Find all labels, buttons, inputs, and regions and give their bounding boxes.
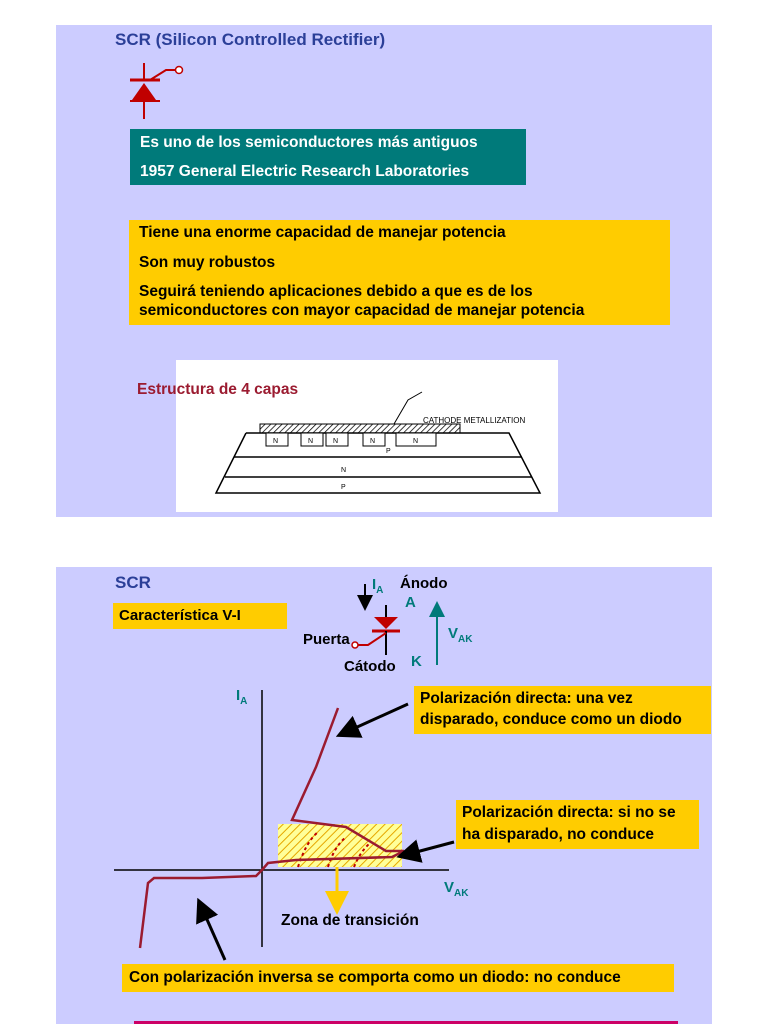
symbol-voltage-label: $V_{AK}$ (448, 625, 473, 645)
p-layer-label: P (341, 484, 346, 491)
p-base-label: P (386, 448, 391, 455)
vi-characteristic-text: Característica V-I (119, 607, 241, 624)
callout-reverse (122, 964, 674, 992)
slide-1-title: SCR (Silicon Controlled Rectifier) (115, 30, 386, 49)
n-region-label: N (273, 438, 279, 445)
transition-zone-label: Zona de transición (281, 912, 419, 929)
callout-forward-triggered-line-1: Polarización directa: una vez (420, 690, 633, 707)
n-region-label: N (413, 438, 419, 445)
four-layer-structure-diagram (176, 360, 558, 512)
features-box (129, 220, 670, 325)
feature-line-4: semiconductores con mayor capacidad de manejar potencia (139, 302, 585, 319)
history-line-1: Es uno de los semiconductores más antiguos (140, 134, 478, 151)
n-region-label: N (308, 438, 314, 445)
anode-label: Ánodo (400, 575, 448, 592)
feature-line-3: Seguirá teniendo aplicaciones debido a que es de los (139, 283, 533, 300)
callout-forward-triggered (414, 686, 711, 734)
n-region-label: N (333, 438, 339, 445)
symbol-current-label: $I_A$ (372, 576, 384, 596)
slide-2 (56, 567, 712, 1024)
history-line-2: 1957 General Electric Research Laboratories (140, 163, 470, 180)
callout-forward-not-triggered (456, 800, 699, 849)
cathode-label: Cátodo (344, 658, 396, 675)
slide-1 (56, 25, 712, 517)
structure-label: Estructura de 4 capas (137, 381, 299, 398)
cathode-letter: K (411, 653, 422, 670)
callout-forward-triggered-line-2: disparado, conduce como un diodo (420, 711, 682, 728)
callout-forward-not-triggered-line-2: ha disparado, no conduce (462, 826, 655, 843)
n-region-label: N (370, 438, 376, 445)
feature-line-1: Tiene una enorme capacidad de manejar potencia (139, 224, 506, 241)
structure-panel (137, 360, 558, 512)
cathode-metallization-label: CATHODE METALLIZATION (423, 416, 526, 425)
history-box (130, 129, 526, 185)
y-axis-label: $I_A$ (236, 687, 248, 707)
feature-line-2: Son muy robustos (139, 254, 276, 271)
scr-vi-graphic (56, 567, 712, 1024)
slide-2-title: SCR (115, 573, 151, 592)
n-layer-label: N (341, 467, 347, 474)
gate-label: Puerta (303, 631, 350, 648)
callout-forward-not-triggered-line-1: Polarización directa: si no se (462, 804, 676, 821)
anode-letter: A (405, 594, 416, 611)
scr-small-symbol-icon (352, 584, 437, 665)
x-axis-label: $V_{AK}$ (444, 879, 469, 899)
callout-reverse-text: Con polarización inversa se comporta como un diodo: no conduce (129, 969, 621, 986)
scr-symbol-icon (126, 63, 196, 123)
